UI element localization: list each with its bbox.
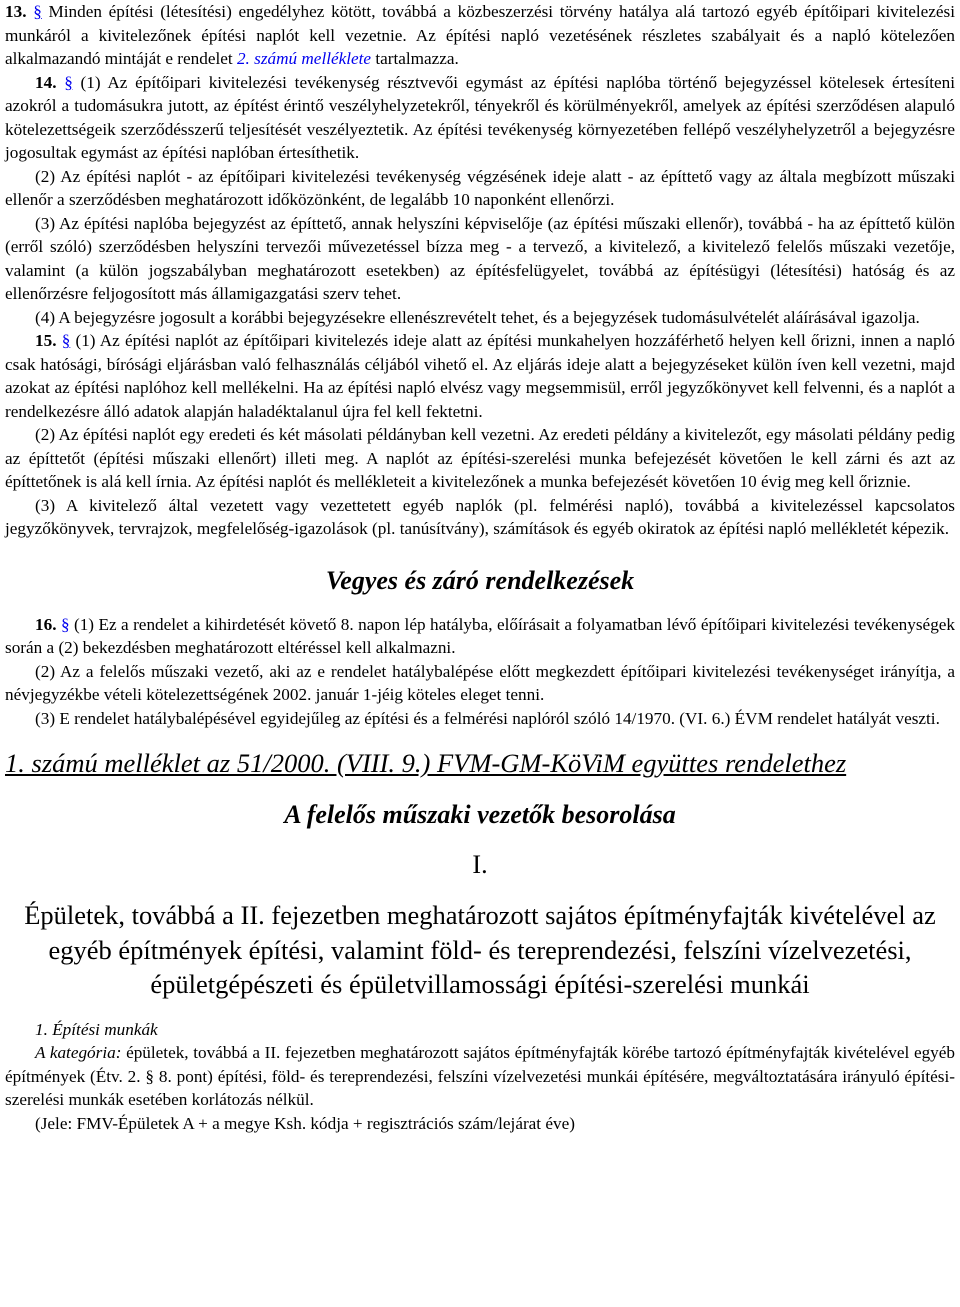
section-number: 13. bbox=[5, 2, 27, 21]
section-link[interactable]: § bbox=[61, 331, 71, 350]
paragraph-text: (1) Ez a rendelet a kihirdetését követő 8. napon lép hatályba, előírásait a folyamatban lévő építőipari kivitelezési tevékenységek során a (2) bekezdésben meghatározott eltéréssel kell alkalmazni. bbox=[5, 614, 956, 657]
document-page bbox=[5, 0, 955, 1135]
paragraph-13 bbox=[5, 0, 955, 71]
category-text: épületek, továbbá a II. fejezetben meghatározott sajátos építményfajták körébe tartozó építményfajták kivételével egyéb építmények (Étv. 2. § 8. pont) építési, föld- és tereprendezési, felszíni vízelvezetési munkái építésére, megváltoztatására irányuló építési-szerelési munkák esetében korlátozás nélkül. bbox=[5, 1043, 955, 1109]
paragraph-14-1 bbox=[5, 71, 955, 165]
annex-title: 1. számú melléklet az 51/2000. (VIII. 9.) FVM-GM-KöViM együttes rendelethez bbox=[5, 748, 847, 778]
category-a-paragraph bbox=[5, 1041, 955, 1112]
section-link[interactable]: § bbox=[60, 614, 70, 634]
paragraph-16-2: (2) Az a felelős műszaki vezető, aki az e rendelet hatálybalépése előtt megkezdett építőipari kivitelezési tevékenységet irányítja, a névjegyzékbe vételi kötelezettségének 2002. január 1-jéig köteles eleget tenni. bbox=[5, 661, 955, 704]
paragraph-text: tartalmazza. bbox=[371, 49, 459, 68]
item-title-text: 1. Építési munkák bbox=[35, 1019, 158, 1039]
paragraph-14-4: (4) A bejegyzésre jogosult a korábbi bejegyzésekre ellenészrevételt tehet, és a bejegyzések tudomásulvételét aláírásával igazolja. bbox=[35, 307, 920, 327]
chapter-number: I. bbox=[472, 850, 488, 879]
annex-reference-link[interactable]: 2. számú melléklete bbox=[236, 49, 372, 68]
annex-subtitle: A felelős műszaki vezetők besorolása bbox=[284, 800, 676, 829]
chapter-heading: Épületek, továbbá a II. fejezetben meghatározott sajátos építményfajták kivételével az egyéb építmények építési, valamint föld- és tereprendezési, felszíni vízelvezetési, épületgépészeti és épületvillamossági építési-szerelési munkái bbox=[24, 900, 936, 999]
section-number: 14. bbox=[35, 72, 57, 92]
paragraph-14-2: (2) Az építési naplót - az építőipari kivitelezési tevékenység végzésének ideje alatt - az építtető vagy az általa megbízott műszaki ellenőr a szerződésben meghatározott időközönként, de legalább 10 naponként ellenőrzi. bbox=[5, 166, 955, 209]
paragraph-text: (1) Az építőipari kivitelezési tevékenység résztvevői egymást az építési naplóba történő bejegyzéssel kötelesek értesíteni azokról a tudomásukra jutott, az építést érintő veszélyhelyzetekről, tényekről és körülményekről, amelyek az építési szerződésen alapuló kötelezettségeik szerződésszerű teljesítését veszélyeztetik. Az építési tevékenység környezetében fellépő veszélyhelyzetről a bejegyzésre jogosultak egymást az építési naplóban értesíthetik. bbox=[5, 72, 956, 162]
paragraph-15-3: (3) A kivitelező által vezetett vagy vezettetett egyéb naplók (pl. felmérési napló), továbbá a kivitelezéssel kapcsolatos jegyzőkönyvek, tervrajzok, megfelelőség-igazolások (pl. tanúsítvány), számítások és egyéb okiratok az építési napló mellékletét képezik. bbox=[5, 495, 955, 538]
designation-line: (Jele: FMV-Épületek A + a megye Ksh. kódja + regisztrációs szám/lejárat éve) bbox=[35, 1113, 575, 1133]
paragraph-15-1 bbox=[5, 329, 955, 423]
paragraph-14-3: (3) Az építési naplóba bejegyzést az építtető, annak helyszíni képviselője (az építési műszaki ellenőr), továbbá - ha az építtető külön (erről szóló) szerződésben helyszíni tervezői művezetéssel bízza meg - a tervező, a kivitelező, a kivitelező felelős műszaki vezetője, valamint (a külön jogszabályban meghatározott esetekben) az építésfelügyelet, továbbá az építésügyi (létesítési) hatóság és az ellenőrzésre feljogosított más államigazgatási szerv tehet. bbox=[5, 213, 955, 303]
category-label: A kategória: bbox=[35, 1043, 122, 1062]
section-title: Vegyes és záró rendelkezések bbox=[325, 565, 635, 595]
section-link[interactable]: § bbox=[64, 72, 73, 92]
paragraph-16-1 bbox=[5, 613, 955, 660]
paragraph-text: Minden építési (létesítési) engedélyhez kötött, továbbá a közbeszerzési törvény hatálya alá tartozó egyéb építőipari kivitelezési munkáról a kivitelezőnek építési naplót kell vezetnie. Az építési napló vezetésének részletes szabályait és a napló kötelezően alkalmazandó mintáját e rendelet bbox=[5, 2, 955, 68]
paragraph-16-3: (3) E rendelet hatálybalépésével egyidejűleg az építési és a felmérési naplóról szóló 14/1970. (VI. 6.) ÉVM rendelet hatályát veszti. bbox=[35, 708, 940, 728]
section-number: 15. bbox=[35, 331, 57, 350]
item-title bbox=[5, 1018, 955, 1042]
section-link[interactable]: § bbox=[33, 2, 42, 21]
paragraph-15-2: (2) Az építési naplót egy eredeti és két másolati példányban kell vezetni. Az eredeti példány a kivitelezőt, egy másolati példány pedig az építtetőt (építési műszaki ellenőrt) illeti meg. A naplót az építési-szerelési munka befejezését követően le kell zárni és azt az építtetőnek is alá kell írnia. Az építési naplót és mellékleteit a kivitelezőnek a munka befejezését követően 10 évig meg kell őriznie. bbox=[5, 425, 955, 491]
paragraph-text: (1) Az építési naplót az építőipari kivitelezés ideje alatt az építési munkahelyen hozzáférhető helyen kell őrizni, innen a napló csak hatósági, bírósági eljárásban való felhasználás céljából vihető el. Az eljárás ideje alatt a bejegyzéseket külön íven kell vezetni, majd azokat az építési naplóhoz kell mellékelni. Ha az építési napló elvész vagy megsemmisül, erről jegyzőkönyvet kell felvenni, és a naplót a rendelkezésre álló adatok alapján haladéktalanul újra fel kell fektetni. bbox=[5, 331, 956, 421]
section-number: 16. bbox=[35, 614, 57, 634]
